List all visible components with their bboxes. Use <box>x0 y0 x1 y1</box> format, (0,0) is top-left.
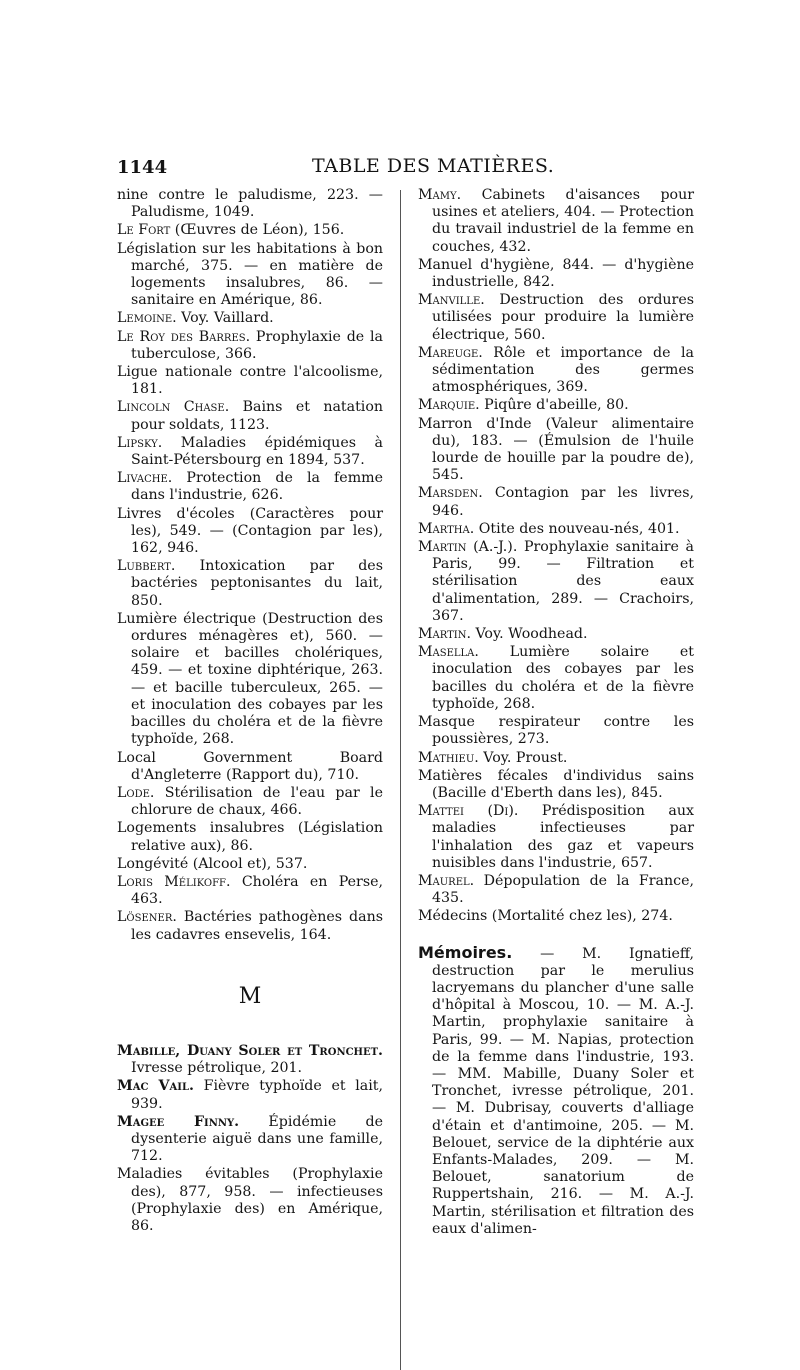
index-entry <box>117 470 383 504</box>
entry-headword: Le Roy des Barres. <box>117 328 251 345</box>
entry-text: Législation sur les habitations à bon marché, 375. — en matière de logements insalubres, 86. — sanitaire en Amérique, 86. <box>117 240 383 309</box>
column-divider <box>400 190 401 1370</box>
index-entry <box>117 856 383 873</box>
entry-headword: Lemoine. <box>117 310 177 327</box>
index-entry <box>418 803 694 872</box>
entry-headword: Lösener. <box>117 909 177 926</box>
index-entry <box>418 539 694 625</box>
entry-headword: Le Fort <box>117 222 171 239</box>
entry-text: Rôle et importance de la sédimentation des germes atmosphériques, 369. <box>432 344 694 396</box>
entry-text: Prophylaxie sanitaire à Paris, 99. — Filtration et stérilisation des eaux d'alimentation, 289. — Crachoirs, 367. <box>432 539 694 624</box>
index-entry <box>418 873 694 907</box>
index-entry <box>418 750 694 767</box>
index-entry <box>418 416 694 485</box>
right-column <box>418 187 694 1239</box>
entry-text: Choléra en Perse, 463. <box>131 873 384 908</box>
entry-headword: Manville. <box>418 292 485 309</box>
index-entry <box>418 644 694 713</box>
entry-text: Destruction des ordures utilisées pour produire la lumière électrique, 560. <box>432 292 694 343</box>
entry-text: Prophylaxie de la tuberculose, 366. <box>131 328 383 362</box>
entry-text: Voy. Proust. <box>478 749 568 766</box>
index-entry <box>117 785 383 819</box>
index-entry <box>418 768 694 802</box>
entry-text: Intoxication par des bactéries peptonisantes du lait, 850. <box>131 558 383 609</box>
index-entry <box>117 399 383 433</box>
index-entry <box>418 714 694 748</box>
entry-headword: Loris Mélikoff. <box>117 873 231 890</box>
index-entry <box>117 874 383 908</box>
entry-text: Voy. Vaillard. <box>176 310 274 327</box>
index-entry <box>117 1114 383 1166</box>
entry-text: Longévité (Alcool et), 537. <box>117 855 308 872</box>
entry-headword: Lipsky. <box>117 434 163 451</box>
entry-text: Livres d'écoles (Caractères pour les), 549. — (Contagion par les), 162, 946. <box>117 505 383 557</box>
entry-text: Manuel d'hygiène, 844. — d'hygiène industrielle, 842. <box>418 256 694 291</box>
index-entry <box>117 310 383 327</box>
entry-text: Logements insalubres (Législation relative aux), 86. <box>117 820 383 854</box>
index-entry <box>117 909 383 943</box>
entry-headword: Mac Vail. <box>117 1078 194 1095</box>
index-entry <box>117 435 383 469</box>
index-entry <box>117 611 383 749</box>
entry-text: Prédisposition aux maladies infectieuses par l'inhalation des gaz et vapeurs nuisibles dans l'industrie, 657. <box>432 803 694 871</box>
entry-headword: Mabille, Duany Soler et Tronchet. <box>117 1042 383 1059</box>
entry-text: Épidémie de dysenterie aiguë dans une famille, 712. <box>131 1113 384 1165</box>
entry-headword: Magee Finny. <box>117 1113 240 1130</box>
entry-text: (Œuvres de Léon), 156. <box>170 222 345 239</box>
entry-text: Masque respirateur contre les poussières, 273. <box>418 714 694 748</box>
entry-headword: Mattei (Di). <box>418 803 519 820</box>
entry-headword: Maurel. <box>418 872 475 889</box>
entry-text: Maladies épidémiques à Saint-Pétersbourg en 1894, 537. <box>131 434 383 469</box>
page-title: TABLE DES MATIÈRES. <box>312 155 555 177</box>
entries-after-m <box>117 1043 383 1235</box>
entry-headword: Mathieu. <box>418 749 479 766</box>
index-entry <box>418 626 694 643</box>
memoires-entry <box>418 944 694 1238</box>
entry-headword: Marsden. <box>418 485 483 502</box>
index-entry <box>418 345 694 397</box>
index-entry <box>418 397 694 414</box>
index-entry <box>117 364 383 398</box>
entry-text: Lumière solaire et inoculation des cobayes par les bacilles du choléra et de la fièvre typhoïde, 268. <box>432 644 694 712</box>
entry-text: Bains et natation pour soldats, 1123. <box>131 399 383 433</box>
entry-text: Voy. Woodhead. <box>470 626 588 643</box>
entry-text: Fièvre typhoïde et lait, 939. <box>131 1078 383 1112</box>
entry-headword: Masella. <box>418 644 479 661</box>
memoires-head: Mémoires. <box>418 942 513 962</box>
entry-text: Protection de la femme dans l'industrie, 626. <box>131 470 383 504</box>
entry-text: Piqûre d'abeille, 80. <box>479 397 629 414</box>
entry-headword: Martha. <box>418 520 475 537</box>
entry-text: Stérilisation de l'eau par le chlorure de chaux, 466. <box>131 784 383 819</box>
index-entry <box>418 521 694 538</box>
entry-headword: Livache. <box>117 470 173 487</box>
index-entry <box>117 558 383 610</box>
entry-headword: Mamy. <box>418 187 462 203</box>
index-entry <box>418 292 694 344</box>
entry-text: Local Government Board d'Angleterre (Rapport du), 710. <box>117 749 383 783</box>
entry-text: Contagion par les livres, 946. <box>432 485 694 519</box>
index-entry <box>418 485 694 519</box>
index-entry <box>418 187 694 256</box>
index-entry <box>117 329 383 363</box>
memoires-text: — M. Ignatieff, destruction par le merulius lacryemans du plancher d'une salle d'hôpital à Moscou, 10. — M. A.-J. Martin, prophylaxie sanitaire à Paris, 99. — M. Napias, protection de la femme dans l'industrie, 193. — MM. Mabille, Duany Soler et Tronchet, ivresse pétrolique, 201. — M. Dubrisay, couverts d'alliage d'étain et d'antimoine, 205. — M. Belouet, service de la diphtérie aux Enfants-Malades, 209. — M. Belouet, sanatorium de Ruppertshain, 216. — M. A.-J. Martin, stérilisation et filtration des eaux d'alimen- <box>432 945 694 1237</box>
page-number: 1144 <box>117 157 168 178</box>
entry-text: Cabinets d'aisances pour usines et ateliers, 404. — Protection du travail industriel de la femme en couches, 432. <box>432 187 694 255</box>
index-entry <box>418 908 694 925</box>
entry-text: Matières fécales d'individus sains (Bacille d'Eberth dans les), 845. <box>418 767 694 801</box>
entry-headword: Marquie. <box>418 397 480 414</box>
entry-headword: Lubbert. <box>117 558 176 575</box>
index-entry <box>117 1166 383 1235</box>
entries-before-m <box>117 187 383 944</box>
index-entry <box>117 820 383 854</box>
entry-headword: Martin (A.-J.). <box>418 539 518 556</box>
entries-m <box>418 187 694 926</box>
section-letter-m: M <box>238 983 262 1009</box>
entry-text: Maladies évitables (Prophylaxie des), 877, 958. — infectieuses (Prophylaxie des) en Amérique, 86. <box>117 1166 383 1234</box>
index-entry <box>117 506 383 558</box>
entry-text: Marron d'Inde (Valeur alimentaire du), 183. — (Émulsion de l'huile lourde de houille par la poudre de), 545. <box>418 415 694 484</box>
entry-text: Lumière électrique (Destruction des ordures ménagères et), 560. — solaire et bacilles cholériques, 459. — et toxine diphtérique, 263. — et bacille tuberculeux, 265. — et inoculation des cobayes par les bacilles du choléra et de la fièvre typhoïde, 268. <box>117 610 383 748</box>
entry-headword: Martin. <box>418 626 471 643</box>
index-entry <box>418 257 694 291</box>
index-entry <box>117 222 383 239</box>
entry-text: Médecins (Mortalité chez les), 274. <box>418 908 673 925</box>
entry-text: Bactéries pathogènes dans les cadavres ensevelis, 164. <box>131 909 383 943</box>
index-entry <box>117 750 383 784</box>
index-entry <box>117 241 383 310</box>
left-column <box>117 187 383 1236</box>
index-entry <box>117 1043 383 1077</box>
entry-headword: Mareuge. <box>418 344 483 361</box>
entry-headword: Lode. <box>117 784 155 801</box>
entry-headword: Lincoln Chase. <box>117 399 230 416</box>
entry-text: Ivresse pétrolique, 201. <box>131 1060 303 1077</box>
index-entry <box>117 187 383 221</box>
entry-text: Dépopulation de la France, 435. <box>432 872 694 907</box>
entry-text: nine contre le paludisme, 223. — Paludisme, 1049. <box>117 187 383 221</box>
index-entry <box>117 1078 383 1112</box>
entry-text: Otite des nouveau-nés, 401. <box>474 520 680 537</box>
entry-text: Ligue nationale contre l'alcoolisme, 181. <box>117 364 383 398</box>
